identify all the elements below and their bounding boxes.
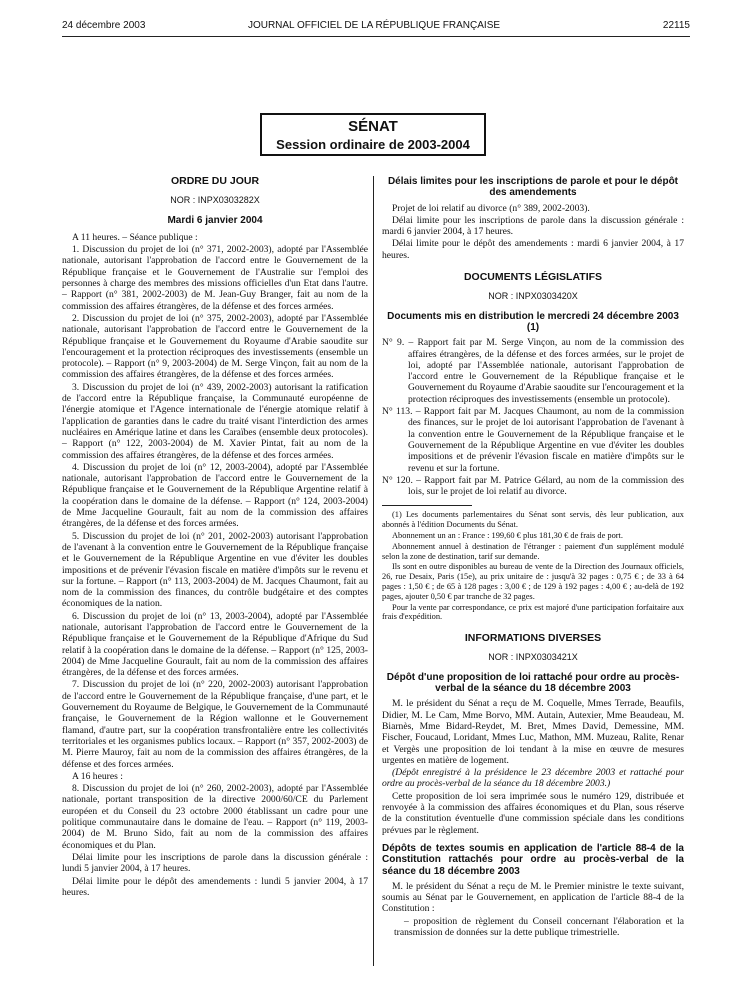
agenda-item: 8. Discussion du projet de loi (n° 260, 2002-2003), adopté par l'Assemblée nationale, portant transposition de la directive 2000/60/CE du Parlement européen et du Conseil du 23 octobre 2000 établissant un cadre pour une politique communautaire dans le domaine de l'eau. – Rapport (n° 119, 2003-2004) de M. Bruno Sido, fait au nom de la commission des affaires économiques et du Plan. [62, 783, 368, 851]
footnote: Abonnement annuel à destination de l'étranger : paiement d'un supplément modulé selon la zone de destination, tarif sur demande. [382, 541, 684, 561]
footnote: Ils sont en outre disponibles au bureau de vente de la Direction des Journaux officiels, 26, rue Desaix, Paris (15e), au prix unitaire de : jusqu'à 32 pages : 0,75 € ; de 33 à 64 pages : 1,50 € ; de 65 à 128 pages : 3,00 € ; de 129 à 192 pages : 4,00 € ; au-delà de 192 pages, ajouter 0,50 € par tranche de 32 pages. [382, 562, 684, 601]
depot-paragraph: Cette proposition de loi sera imprimée sous le numéro 129, distribuée et renvoyée à la commission des affaires économiques et du Plan, sous réserve de la constitution éventuelle d'une commission spéciale dans les conditions prévues par le règlement. [382, 790, 684, 836]
column-divider [373, 176, 374, 966]
delais-line: Projet de loi relatif au divorce (n° 389, 2002-2003). [392, 202, 590, 214]
agenda-item: 2. Discussion du projet de loi (n° 375, 2002-2003), adopté par l'Assemblée nationale, autorisant l'approbation de l'accord entre le Gouvernement de la République française et le Gouvernement du Royaume d'Arabie saoudite sur l'encouragement et la protection réciproques des investissements (ensemble un protocole). – Rapport (n° 9, 2003-2004) de M. Serge Vinçon, fait au nom de la commission des affaires étrangères, de la défense et des forces armées. [62, 312, 368, 381]
ordre-du-jour-heading: ORDRE DU JOUR [170, 175, 260, 187]
documents-subheading: Documents mis en distribution le mercredi 24 décembre 2003 (1) [387, 310, 679, 333]
deadline-speakers: Délai limite pour les inscriptions de parole dans la discussion générale : lundi 5 janvier 2004, à 17 heures. [62, 851, 368, 875]
depot2-paragraph: M. le président du Sénat a reçu de M. le Premier ministre le texte suivant, soumis au Sénat par le Gouvernement, en application de l'article 88-4 de la Constitution : [382, 880, 684, 915]
depot2-heading: Dépôts de textes soumis en application de l'article 88-4 de la Constitution rattachés pour ordre au procès-verbal de la séance du 18 décembre 2003 [382, 842, 684, 877]
intro-line-afternoon: A 16 heures : [72, 770, 123, 782]
depot2-item: – proposition de règlement du Conseil concernant l'élaboration et la transmission de données sur la dette publique trimestrielle. [394, 915, 684, 939]
informations-nor: NOR : INPX0303421X [488, 652, 578, 663]
footnote: Abonnement un an : France : 199,60 € plus 181,30 € de frais de port. [392, 531, 623, 541]
agenda-item: 5. Discussion du projet de loi (n° 201, 2002-2003) autorisant l'approbation de l'avenant à la convention entre le Gouvernement de la République française et le Gouvernement de la République Argentine en vue d'éviter les doubles impositions et de prévenir l'évasion fiscale en matière d'impôts sur le revenu et sur la fortune. – Rapport (n° 113, 2003-2004) de M. Jacques Chaumont, fait au nom de la commission des finances, du contrôle budgétaire et des comptes économiques de la nation. [62, 530, 368, 610]
deadline-amendments: Délai limite pour le dépôt des amendements : lundi 5 janvier 2004, à 17 heures. [62, 875, 368, 898]
delais-line: Délai limite pour le dépôt des amendements : mardi 6 janvier 2004, à 17 heures. [382, 238, 684, 261]
delais-heading: Délais limites pour les inscriptions de parole et pour le dépôt des amendements [387, 176, 679, 199]
header-journal-title: JOURNAL OFFICIEL DE LA RÉPUBLIQUE FRANÇAISE [247, 20, 501, 31]
depot-note: (Dépôt enregistré à la présidence le 23 décembre 2003 et rattaché pour ordre au procès-verbal de la séance du 18 décembre 2003.) [382, 767, 684, 790]
banner-subtitle: Session ordinaire de 2003-2004 [276, 137, 470, 152]
informations-heading: INFORMATIONS DIVERSES [464, 632, 602, 645]
footnote-rule [382, 505, 472, 506]
session-date: Mardi 6 janvier 2004 [167, 214, 263, 226]
documents-heading: DOCUMENTS LÉGISLATIFS [463, 271, 603, 284]
intro-line: A 11 heures. – Séance publique : [72, 231, 198, 243]
agenda-item: 3. Discussion du projet de loi (n° 439, 2002-2003) autorisant la ratification de l'accord entre la République française, la Communauté européenne de l'énergie atomique et l'Agence internationale de l'énergie atomique relatif à l'application de garanties dans le cadre du traité visant l'interdiction des armes nucléaires en Amérique latine et dans les Caraïbes (ensemble deux protocoles). – Rapport (n° 122, 2003-2004) de M. Xavier Pintat, fait au nom de la commission des affaires étrangères, de la défense et des forces armées. [62, 381, 368, 461]
left-column [62, 176, 368, 899]
agenda-item: 1. Discussion du projet de loi (n° 371, 2002-2003), adopté par l'Assemblée nationale, autorisant l'approbation de l'accord entre le Gouvernement de la République française et le Gouvernement de l'Australie sur l'emploi des personnes à charge des membres des missions officielles d'un Etat dans l'autre. – Rapport (n° 381, 2002-2003) de M. Jean-Guy Branger, fait au nom de la commission des affaires étrangères, de la défense et des forces armées. [62, 244, 368, 312]
document-entry: N° 120. – Rapport fait par M. Patrice Gélard, au nom de la commission des lois, sur le projet de loi relatif au divorce. [382, 474, 684, 498]
senat-banner [260, 113, 486, 156]
agenda-item: 4. Discussion du projet de loi (n° 12, 2003-2004), adopté par l'Assemblée nationale, autorisant l'approbation de l'accord entre le Gouvernement de la République française et le Gouvernement de la République Argentine relatif à la coopération dans le domaine de la défense. – Rapport (n° 124, 2003-2004) de Mme Jacqueline Gourault, fait au nom de la commission des affaires étrangères, de la défense et des forces armées. [62, 461, 368, 530]
document-entry: N° 9. – Rapport fait par M. Serge Vinçon, au nom de la commission des affaires étrangères, de la défense et des forces armées, sur le projet de loi, adopté par l'Assemblée nationale, autorisant l'approbation de l'accord entre le Gouvernement de la République française et le Gouvernement du Royaume d'Arabie saoudite sur l'encouragement et la protection réciproques des investissements (ensemble un protocole). [382, 337, 684, 405]
documents-nor: NOR : INPX0303420X [488, 291, 578, 302]
banner-title: SÉNAT [348, 118, 398, 135]
agenda-item: 7. Discussion du projet de loi (n° 220, 2002-2003) autorisant l'approbation de l'accord entre le Gouvernement de la République française, d'une part, et le Gouvernement du Royaume de Belgique, le Gouvernement de la Communauté française, le Gouvernement de la Région wallonne et le Gouvernement flamand, d'autre part, sur la coopération transfrontalière entre les collectivités territoriales et les organismes publics locaux. – Rapport (n° 357, 2002-2003) de M. Pierre Mauroy, fait au nom de la commission des affaires étrangères, de la défense et des forces armées. [62, 679, 368, 770]
footnote: Pour la vente par correspondance, ce prix est majoré d'une participation forfaitaire aux frais d'expédition. [382, 602, 684, 622]
header-date: 24 décembre 2003 [62, 20, 146, 31]
document-entry: N° 113. – Rapport fait par M. Jacques Chaumont, au nom de la commission des finances, sur le projet de loi autorisant l'approbation de l'avenant à la convention entre le Gouvernement de la République française et le Gouvernement de la République Argentine en vue d'éviter les doubles impositions et de prévenir l'évasion fiscale en matière d'impôts sur le revenu et sur la fortune. [382, 406, 684, 474]
right-column [382, 176, 684, 939]
header-rule [62, 36, 690, 37]
agenda-item: 6. Discussion du projet de loi (n° 13, 2003-2004), adopté par l'Assemblée nationale, autorisant l'approbation de l'accord entre le Gouvernement de la République française et le Gouvernement de la République d'Afrique du Sud relatif à la coopération dans le domaine de la défense. – Rapport (n° 125, 2003-2004) de Mme Jacqueline Gourault, fait au nom de la commission des affaires étrangères, de la défense et des forces armées. [62, 610, 368, 679]
depot-heading: Dépôt d'une proposition de loi rattaché pour ordre au procès-verbal de la séance du 18 décembre 2003 [386, 671, 680, 695]
header-page-number: 22115 [662, 20, 690, 31]
nor-reference: NOR : INPX0303282X [170, 195, 260, 206]
depot-paragraph: M. le président du Sénat a reçu de M. Coquelle, Mmes Terrade, Beaufils, Didier, M. Le Cam, Mme Borvo, MM. Autain, Autexier, Mme Beaudeau, M. Biarnès, Mme Bidard-Reydet, M. Bret, Mmes David, Demessine, MM. Fischer, Foucaud, Loridant, Mmes Luc, Mathon, MM. Muzeau, Ralite, Renar et Vergès une proposition de loi tendant à la mise en œuvre de mesures urgentes en matière de logement. [382, 698, 684, 766]
delais-line: Délai limite pour les inscriptions de parole dans la discussion générale : mardi 6 janvier 2004, à 17 heures. [382, 214, 684, 238]
footnote: (1) Les documents parlementaires du Sénat sont servis, dès leur publication, aux abonnés à l'édition Documents du Sénat. [382, 510, 684, 530]
